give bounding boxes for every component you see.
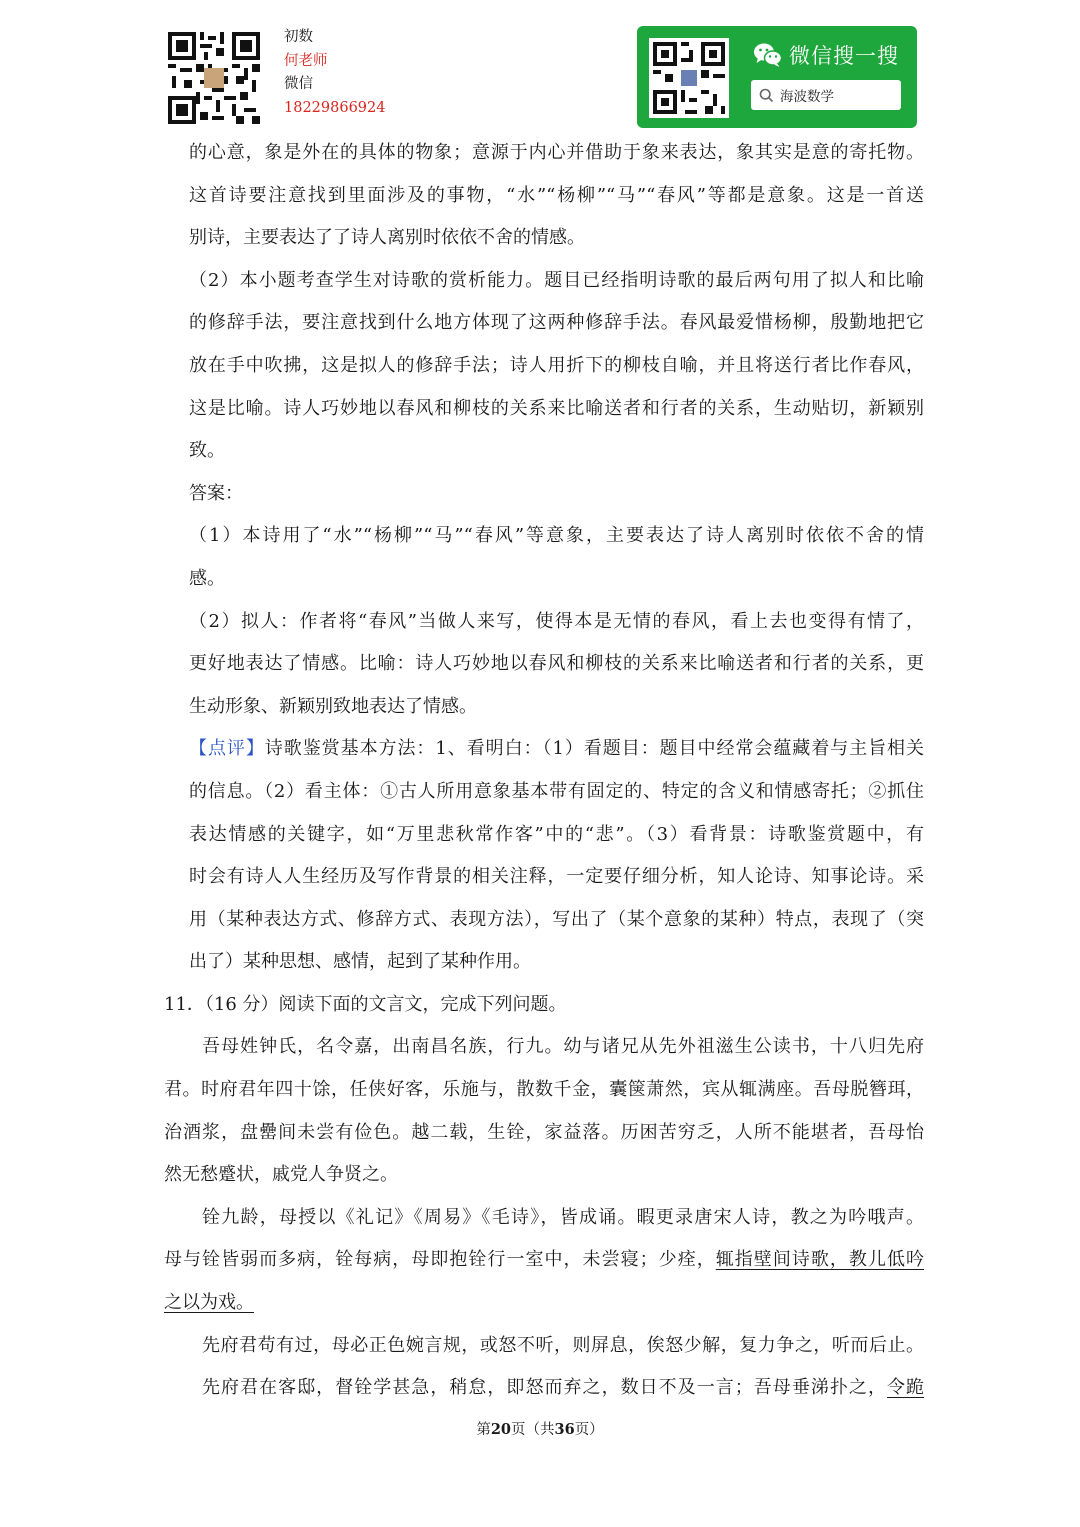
text-line: 放在手中吹拂，这是拟人的修辞手法；诗人用折下的柳枝自喻，并且将送行者比作春风， xyxy=(189,354,924,376)
question-heading: 11．（16 分）阅读下面的文言文，完成下列问题。 xyxy=(164,993,567,1015)
passage-line: 吾母姓钟氏，名令嘉，出南昌名族，行九。幼与诸兄从先外祖滋生公读书，十八归先府 xyxy=(202,1036,924,1058)
text-line: 的修辞手法，要注意找到什么地方体现了这两种修辞手法。春风最爱惜杨柳，殷勤地把它 xyxy=(189,312,924,334)
wechat-search-box[interactable] xyxy=(751,80,901,110)
text-line: 表达情感的关键字，如“万里悲秋常作客”中的“悲”。（3）看背景：诗歌鉴赏题中，有 xyxy=(189,823,924,845)
text-line: （2）本小题考查学生对诗歌的赏析能力。题目已经指明诗歌的最后两句用了拟人和比喻 xyxy=(189,269,924,291)
wechat-search-card xyxy=(637,26,917,128)
text-line: 的信息。（2）看主体：①古人所用意象基本带有固定的、特定的含义和情感寄托；②抓住 xyxy=(189,780,924,802)
text-line: 这首诗要注意找到里面涉及的事物，“水”“杨柳”“马”“春风”等都是意象。这是一首送 xyxy=(189,184,924,206)
comment-text: 诗歌鉴赏基本方法：1、看明白：（1）看题目：题目中经常会蕴藏着与主旨相关 xyxy=(264,738,925,760)
page-mid: 页（共 xyxy=(511,1422,555,1438)
qr-code xyxy=(168,32,260,124)
text-line: 出了）某种思想、感情，起到了某种作用。 xyxy=(189,951,531,973)
passage-line: 铨九龄，母授以《礼记》《周易》《毛诗》，皆成诵。暇更录唐宋人诗，教之为吟哦声。 xyxy=(202,1206,924,1228)
passage-line xyxy=(164,1239,924,1282)
text-line: 致。 xyxy=(189,440,225,462)
passage-text: 先府君在客邸，督铨学甚急，稍怠，即怒而弃之，数日不及一言；吾母垂涕扑之， xyxy=(202,1377,887,1399)
passage-line: 治酒浆，盘罍间未尝有俭色。越二载，生铨，家益落。历困苦穷乏，人所不能堪者，吾母怡 xyxy=(164,1121,924,1143)
text-line: 时会有诗人人生经历及写作背景的相关注释，一定要仔细分析，知人论诗、知事论诗。采 xyxy=(189,866,924,888)
underlined-sentence: 之以为戏。 xyxy=(164,1292,254,1314)
passage-line: 先府君苟有过，母必正色婉言规，或怒不听，则屏息，俟怒少解，复力争之，听而后止。 xyxy=(202,1334,924,1356)
underlined-sentence: 辄指壁间诗歌，教儿低吟 xyxy=(715,1249,925,1271)
wechat-search-title-text: 微信搜一搜 xyxy=(789,44,899,68)
current-page: 20 xyxy=(490,1421,511,1438)
page-suffix: 页） xyxy=(574,1422,604,1438)
passage-line: 然无愁蹙状，戚党人争贤之。 xyxy=(164,1164,398,1186)
page-prefix: 第 xyxy=(476,1422,491,1438)
wechat-qr-code xyxy=(649,38,729,118)
wechat-search-title xyxy=(753,40,899,70)
contact-phone: 18229866924 xyxy=(284,99,386,116)
underlined-sentence: 令跪 xyxy=(886,1377,925,1399)
document-body xyxy=(164,132,924,1410)
contact-name: 何老师 xyxy=(284,52,328,69)
text-line: （1）本诗用了“水”“杨柳”“马”“春风”等意象，主要表达了诗人离别时依依不舍的情 xyxy=(189,525,924,547)
contact-label: 初数 xyxy=(284,29,313,45)
text-line: 别诗，主要表达了了诗人离别时依依不舍的情感。 xyxy=(189,227,585,249)
wechat-search-text: 海波数学 xyxy=(780,89,834,105)
total-pages: 36 xyxy=(554,1421,575,1438)
passage-line: 君。时府君年四十馀，任侠好客，乐施与，散数千金，囊箧萧然，宾从辄满座。吾母脱簪珥， xyxy=(164,1079,924,1101)
text-line: 这是比喻。诗人巧妙地以春风和柳枝的关系来比喻送者和行者的关系，生动贴切，新颖别 xyxy=(189,397,924,419)
text-line: 更好地表达了情感。比喻：诗人巧妙地以春风和柳枝的关系来比喻送者和行者的关系，更 xyxy=(189,653,924,675)
wechat-icon xyxy=(753,42,783,68)
contact-wechat-label: 微信 xyxy=(284,76,313,92)
answer-label: 答案： xyxy=(189,482,243,504)
comment-tag: 【点评】 xyxy=(189,738,265,760)
passage-line xyxy=(164,1282,924,1325)
text-line: 的心意，象是外在的具体的物象；意源于内心并借助于象来表达，象其实是意的寄托物。 xyxy=(189,142,924,163)
text-line: 用（某种表达方式、修辞方式、表现方法），写出了（某个意象的某种）特点，表现了（突 xyxy=(189,908,924,930)
search-icon xyxy=(759,88,774,103)
contact-info xyxy=(284,26,385,120)
text-line: （2）拟人：作者将“春风”当做人来写，使得本是无情的春风，看上去也变得有情了， xyxy=(189,610,924,632)
passage-text: 母与铨皆弱而多病，铨每病，母即抱铨行一室中，未尝寝；少痊， xyxy=(164,1249,716,1271)
comment-line xyxy=(164,728,924,771)
passage-line xyxy=(164,1367,924,1410)
text-line: 感。 xyxy=(189,567,225,589)
page-number xyxy=(0,1418,1080,1439)
text-line: 生动形象、新颖别致地表达了情感。 xyxy=(189,695,477,717)
